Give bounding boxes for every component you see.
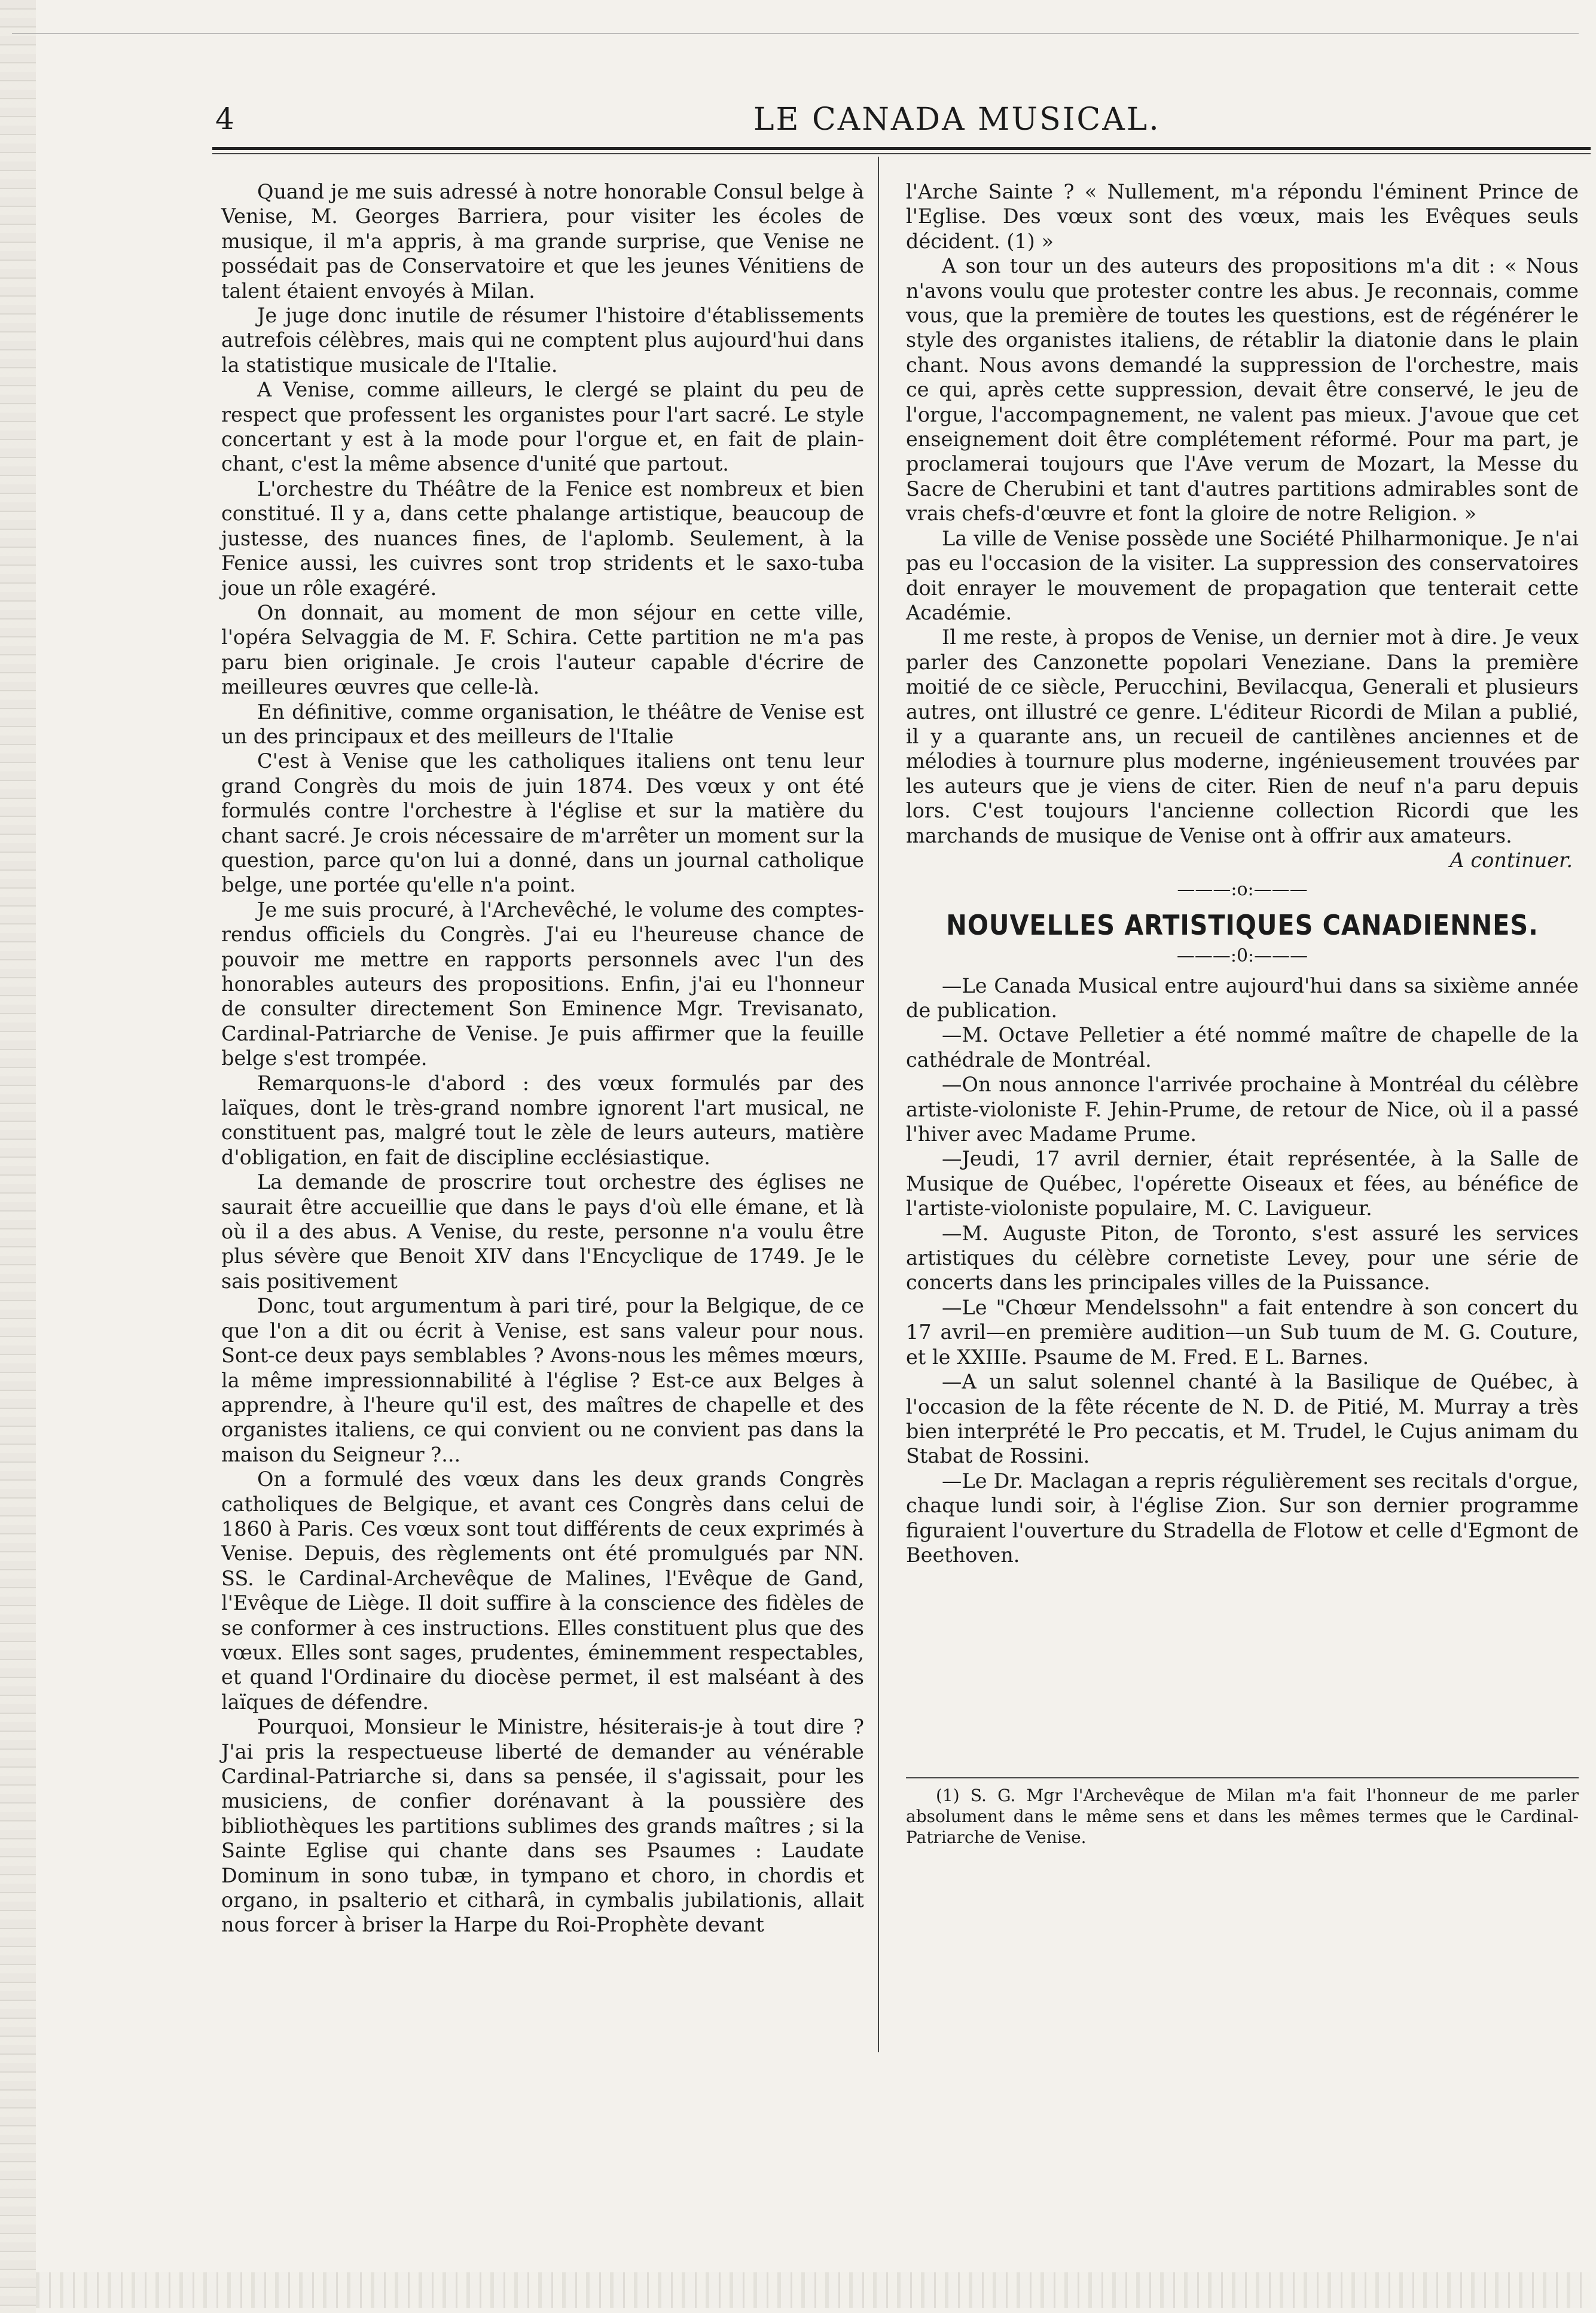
paragraph: l'Arche Sainte ? « Nullement, m'a répondu l'éminent Prince de l'Eglise. Des vœux sont des vœux, mais les Evêques seuls décident. (1) » [906, 180, 1579, 253]
news-item: —Le "Chœur Mendelssohn" a fait entendre à son concert du 17 avril—en première audition—un Sub tuum de M. G. Couture, et le XXIIIe. Psaume de M. Fred. E L. Barnes. [906, 1295, 1579, 1369]
news-item: —M. Auguste Piton, de Toronto, s'est assuré les services artistiques du célèbre cornetiste Levey, pour une série de concerts dans les principales villes de la Puissance. [906, 1221, 1579, 1295]
paragraph: Je juge donc inutile de résumer l'histoire d'établissements autrefois célèbres, mais qui ne comptent plus aujourd'hui dans la statistique musicale de l'Italie. [221, 304, 864, 377]
paragraph: Je me suis procuré, à l'Archevêché, le volume des comptes-rendus officiels du Congrès. J'ai eu l'heureuse chance de pouvoir me mettre en rapports personnels avec l'un des honorables auteurs des propositions. Enfin, j'ai eu l'honneur de consulter directement Son Eminence Mgr. Trevisanato, Cardinal-Patriarche de Venise. Je puis affirmer que la feuille belge s'est trompée. [221, 898, 864, 1070]
separator: ———:o:——— [1177, 879, 1308, 901]
news-item: —M. Octave Pelletier a été nommé maître de chapelle de la cathédrale de Montréal. [906, 1023, 1579, 1072]
paragraph: L'orchestre du Théâtre de la Fenice est nombreux et bien constitué. Il y a, dans cette phalange artistique, beaucoup de justesse, des nuances fines, de l'aplomb. Seulement, à la Fenice aussi, les cuivres sont trop stridents et le saxo-tuba joue un rôle exagéré. [221, 477, 864, 600]
footnote-rule [906, 1777, 1579, 1778]
page-number: 4 [215, 102, 234, 136]
right-column [906, 179, 1579, 1567]
paragraph: Quand je me suis adressé à notre honorable Consul belge à Venise, M. Georges Barriera, pour visiter les écoles de musique, il m'a appris, à ma grande surprise, que Venise ne possédait pas de Conservatoire et que les jeunes Vénitiens de talent étaient envoyés à Milan. [221, 180, 864, 303]
top-scratch-line [12, 33, 1579, 34]
news-item: —Le Dr. Maclagan a repris régulièrement ses recitals d'orgue, chaque lundi soir, à l'église Zion. Sur son dernier programme figuraient l'ouverture du Stradella de Flotow et celle d'Egmont de Beethoven. [906, 1469, 1579, 1567]
page-header [197, 102, 1591, 144]
news-item: —Jeudi, 17 avril dernier, était représentée, à la Salle de Musique de Québec, l'opérette Oiseaux et fées, au bénéfice de l'artiste-violoniste populaire, M. C. Lavigueur. [906, 1147, 1579, 1220]
paragraph: On donnait, au moment de mon séjour en cette ville, l'opéra Selvaggia de M. F. Schira. Cette partition ne m'a pas paru bien originale. Je crois l'auteur capable d'écrire de meilleures œuvres que celle-là. [221, 600, 864, 699]
paragraph: Donc, tout argumentum à pari tiré, pour la Belgique, de ce que l'on a dit ou écrit à Venise, est sans valeur pour nous. Sont-ce deux pays semblables ? Avons-nous les mêmes mœurs, la même impressionnabilité à l'église ? Est-ce aux Belges à apprendre, à l'heure qu'il est, des maîtres de chapelle et des organistes italiens, ce qui convient ou ne convient pas dans la maison du Seigneur ?... [221, 1294, 864, 1466]
footnote [906, 1785, 1579, 1848]
section-title: NOUVELLES ARTISTIQUES CANADIENNES. [946, 908, 1539, 941]
masthead-title: LE CANADA MUSICAL. [753, 102, 1161, 138]
header-rule [212, 147, 1591, 150]
paragraph: C'est à Venise que les catholiques italiens ont tenu leur grand Congrès du mois de juin 1874. Des vœux y ont été formulés contre l'orchestre à l'église et sur la matière du chant sacré. Je crois nécessaire de m'arrêter un moment sur la question, parce qu'on lui a donné, dans un journal catholique belge, une portée qu'elle n'a point. [221, 749, 864, 897]
paragraph: Remarquons-le d'abord : des vœux formulés par des laïques, dont le très-grand nombre ignorent l'art musical, ne constituent pas, malgré tout le zèle de leurs auteurs, matière d'obligation, en fait de discipline ecclésiastique. [221, 1071, 864, 1169]
paragraph: A Venise, comme ailleurs, le clergé se plaint du peu de respect que professent les organistes pour l'art sacré. Le style concertant y est à la mode pour l'orgue et, en fait de plain-chant, c'est la même absence d'unité que partout. [221, 378, 864, 476]
footnote-text: (1) S. G. Mgr l'Archevêque de Milan m'a fait l'honneur de me parler absolument dans le même sens et dans les mêmes termes que le Cardinal-Patriarche de Venise. [906, 1786, 1579, 1847]
paragraph: La ville de Venise possède une Société Philharmonique. Je n'ai pas eu l'occasion de la visiter. La suppression des conservatoires doit enrayer le mouvement de propagation que tenterait cette Académie. [906, 526, 1579, 624]
paragraph: On a formulé des vœux dans les deux grands Congrès catholiques de Belgique, et avant ces Congrès dans celui de 1860 à Paris. Ces vœux sont tout différents de ceux exprimés à Venise. Depuis, des règlements ont été promulgués par NN. SS. le Cardinal-Archevêque de Malines, l'Evêque de Gand, l'Evêque de Liège. Il doit suffire à la conscience des fidèles de se conformer à ces instructions. Elles constituent plus que des vœux. Elles sont sages, prudentes, éminemment respectables, et quand l'Ordinaire du diocèse permet, il est malséant à des laïques de défendre. [221, 1467, 864, 1714]
continuation-note: A continuer. [1449, 848, 1573, 872]
scan-bottom-noise [36, 2272, 1591, 2308]
paragraph: Pourquoi, Monsieur le Ministre, hésiterais-je à tout dire ? J'ai pris la respectueuse liberté de demander au vénérable Cardinal-Patriarche si, dans sa pensée, il s'agissait, pour les musiciens, de confier dorénavant à la poussière des bibliothèques les partitions sublimes des grands maîtres ; si la Sainte Eglise qui chante dans ses Psaumes : Laudate Dominum in sono tubæ, in tympano et choro, in chordis et organo, in psalterio et citharâ, in cymbalis jubilationis, allait nous forcer à briser la Harpe du Roi-Prophète devant [221, 1715, 864, 1937]
news-item: —A un salut solennel chanté à la Basilique de Québec, à l'occasion de la fête récente de N. D. de Pitié, M. Murray a très bien interprété le Pro peccatis, et M. Trudel, le Cujus animam du Stabat de Rossini. [906, 1370, 1579, 1468]
paragraph: En définitive, comme organisation, le théâtre de Venise est un des principaux et des meilleurs de l'Italie [221, 700, 864, 748]
scan-edge-noise [0, 0, 36, 2313]
left-column [221, 179, 864, 1937]
news-item: —Le Canada Musical entre aujourd'hui dans sa sixième année de publication. [906, 974, 1579, 1022]
column-divider [878, 157, 879, 2052]
separator: ———:0:——— [1176, 945, 1308, 967]
paragraph: Il me reste, à propos de Venise, un dernier mot à dire. Je veux parler des Canzonette popolari Veneziane. Dans la première moitié de ce siècle, Perucchini, Bevilacqua, Generali et plusieurs autres, ont illustré ce genre. L'éditeur Ricordi de Milan a publié, il y a quarante ans, un recueil de cantilènes anciennes et de mélodies à tournure plus moderne, ingénieusement trouvées par les auteurs que je viens de citer. Rien de neuf n'a paru depuis lors. C'est toujours l'ancienne collection Ricordi que les marchands de musique de Venise ont à offrir aux amateurs. [906, 625, 1579, 847]
paragraph: La demande de proscrire tout orchestre des églises ne saurait être accueillie que dans le pays d'où elle émane, et là où il a des abus. A Venise, du reste, personne n'a voulu être plus sévère que Benoit XIV dans l'Encyclique de 1749. Je le sais positivement [221, 1170, 864, 1293]
paragraph: A son tour un des auteurs des propositions m'a dit : « Nous n'avons voulu que protester contre les abus. Je reconnais, comme vous, que la première de toutes les questions, est de régénérer le style des organistes italiens, de rétablir la diatonie dans le plain chant. Nous avons demandé la suppression de l'orchestre, mais ce qui, après cette suppression, devait être conservé, le jeu de l'orgue, l'accompagnement, ne valent pas mieux. J'avoue que cet enseignement doit être complétement réformé. Pour ma part, je proclamerai toujours que l'Ave verum de Mozart, la Messe du Sacre de Cherubini et tant d'autres partitions admirables sont de vrais chefs-d'œuvre et font la gloire de notre Religion. » [906, 254, 1579, 526]
header-rule-thin [212, 153, 1591, 154]
news-item: —On nous annonce l'arrivée prochaine à Montréal du célèbre artiste-violoniste F. Jehin-Prume, de retour de Nice, où il a passé l'hiver avec Madame Prume. [906, 1073, 1579, 1146]
